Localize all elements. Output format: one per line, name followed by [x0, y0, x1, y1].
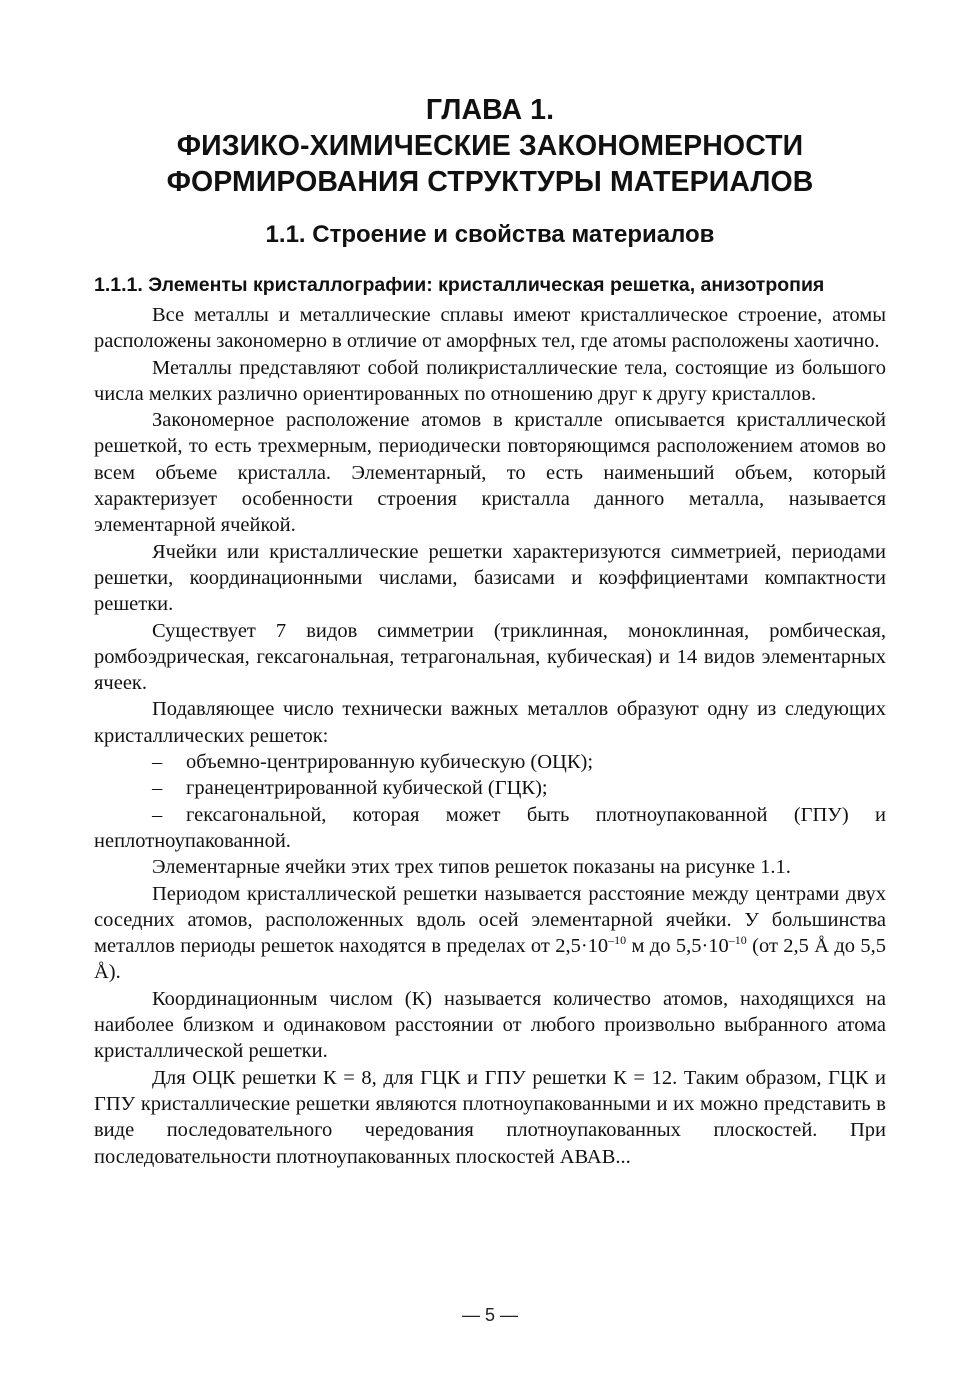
paragraph-7: Элементарные ячейки этих трех типов решеток показаны на рисунке 1.1.: [152, 856, 791, 879]
paragraph-9: Координационным числом (К) называется количество атомов, находящихся на наиболее близком и одинаковом расстоянии от любого произвольно выбранного атома кристаллической решетки.: [94, 987, 886, 1063]
list-item-text: гранецентрированной кубической (ГЦК);: [186, 777, 548, 800]
paragraph-5: Существует 7 видов симметрии (триклинная, моноклинная, ромбическая, ромбоэдрическая, гексагональная, тетрагональная, кубическая) и 14 видов элементарных ячеек.: [94, 619, 886, 695]
section-heading: [94, 220, 886, 250]
page-number: — 5 —: [461, 1305, 518, 1325]
section-number: 1.1.: [265, 221, 306, 248]
paragraph-2: Металлы представляют собой поликристаллические тела, состоящие из большого числа мелких различно ориентированных по отношению друг к другу кристаллов.: [94, 356, 886, 405]
chapter-heading: [94, 92, 886, 200]
paragraph-8-text-3: (от 2,5 Å до 5,5 Å).: [94, 935, 887, 984]
subsection-number: 1.1.1.: [94, 274, 143, 296]
chapter-title-line-1: ГЛАВА 1.: [425, 94, 555, 126]
section-title: Строение и свойства материалов: [312, 221, 715, 248]
paragraph-4: Ячейки или кристаллические решетки характеризуются симметрией, периодами решетки, координационными числами, базисами и коэффициентами компактности решетки.: [94, 540, 886, 616]
paragraph-10: Для ОЦК решетки К = 8, для ГЦК и ГПУ решетки К = 12. Таким образом, ГЦК и ГПУ кристаллические решетки являются плотноупакованными и их можно представить в виде последовательного чередования плотноупакованных плоскостей. При последовательности плотноупакованных плоскостей АВАВ...: [94, 1066, 886, 1168]
list-item-text: объемно-центрированную кубическую (ОЦК);: [186, 751, 594, 774]
exponent-2: –10: [728, 933, 747, 948]
paragraph-6: Подавляющее число технически важных металлов образуют одну из следующих кристаллических решеток:: [94, 698, 886, 747]
document-page: [94, 92, 886, 1170]
paragraph-8-text-2: м до 5,5·10: [626, 935, 729, 958]
list-item: [94, 802, 886, 855]
list-marker: –: [152, 751, 163, 774]
paragraph-8-text-1: Периодом кристаллической решетки называется расстояние между центрами двух соседних атомов, расположенных вдоль осей элементарной ячейки. У большинства металлов периоды решеток находятся в пределах от 2,5·10: [94, 882, 886, 958]
exponent-1: –10: [608, 933, 627, 948]
chapter-title-line-2: ФИЗИКО-ХИМИЧЕСКИЕ ЗАКОНОМЕРНОСТИ: [176, 130, 804, 162]
list-item: [94, 775, 886, 801]
paragraph-1: Все металлы и металлические сплавы имеют кристаллическое строение, атомы расположены закономерно в отличие от аморфных тел, где атомы расположены хаотично.: [94, 304, 886, 353]
list-item: [94, 749, 886, 775]
subsection-title: Элементы кристаллографии: кристаллическая решетка, анизотропия: [148, 274, 825, 296]
subsection-heading: [94, 272, 886, 298]
list-item-text: гексагональной, которая может быть плотноупакованной (ГПУ) и неплотноупакованной.: [94, 803, 886, 852]
paragraph-3: Закономерное расположение атомов в кристалле описывается кристаллической решеткой, то есть трехмерным, периодически повторяющимся расположением атомов во всем объеме кристалла. Элементарный, то есть наименьший объем, который характеризует особенности строения кристалла данного металла, называется элементарной ячейкой.: [94, 409, 886, 537]
chapter-title-line-3: ФОРМИРОВАНИЯ СТРУКТУРЫ МАТЕРИАЛОВ: [166, 166, 814, 198]
paragraph-8: [94, 881, 886, 986]
body-text: [94, 302, 886, 1170]
list-marker: –: [152, 777, 163, 800]
list-marker: –: [152, 803, 163, 826]
